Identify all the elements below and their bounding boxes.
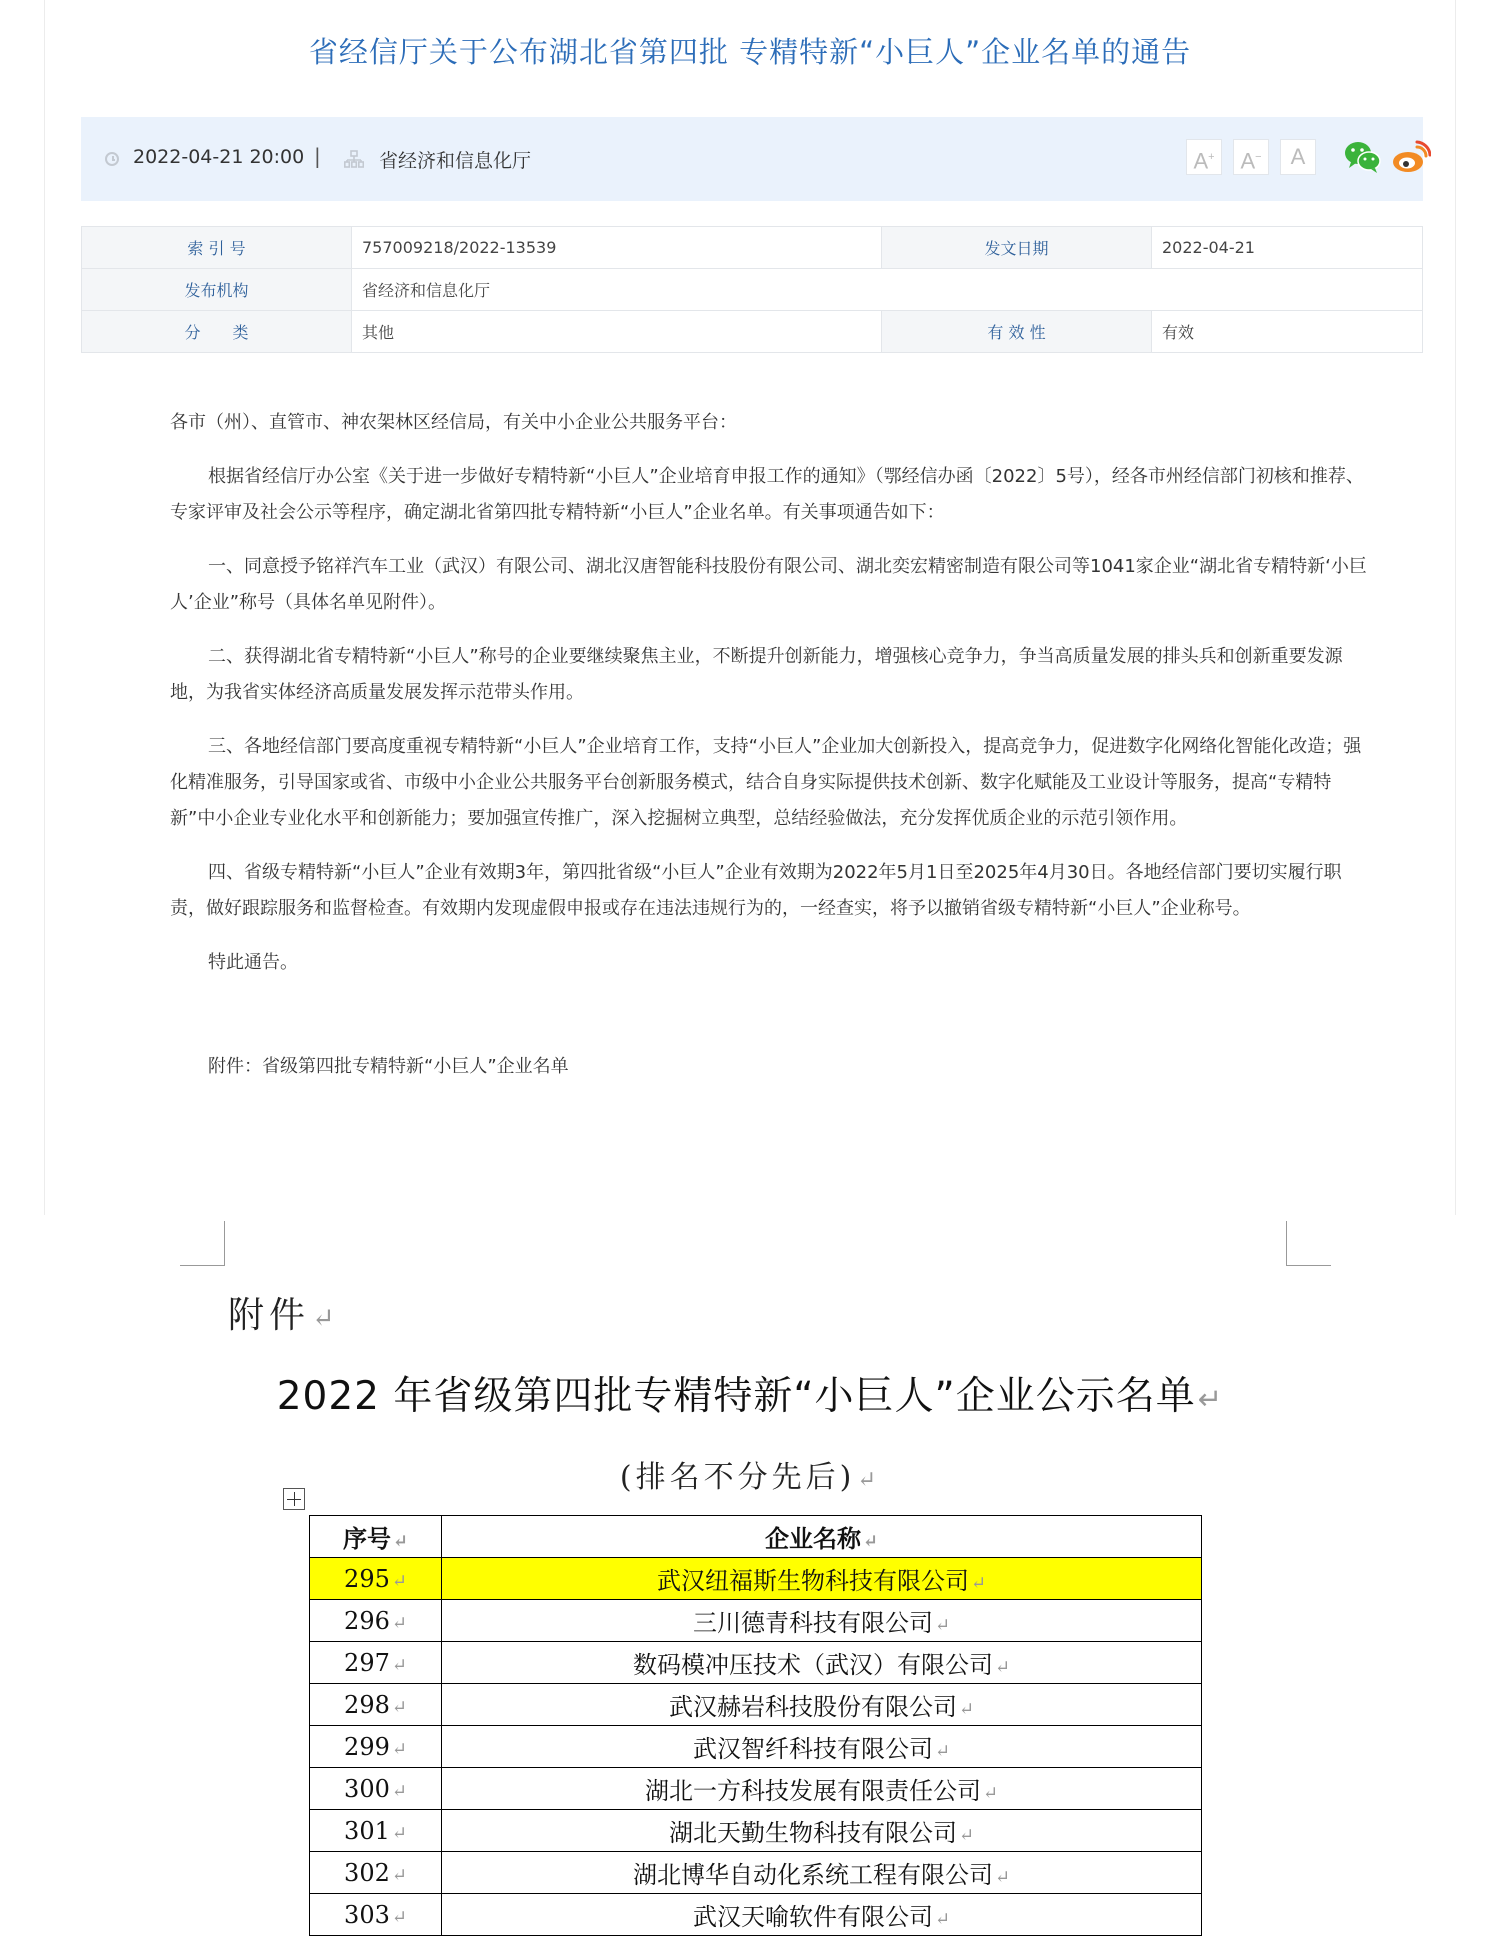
company-name: 武汉纽福斯生物科技有限公司 ↵ [442,1558,1202,1600]
index-value: 757009218/2022-13539 [352,227,882,269]
company-table [309,1515,1202,1936]
document-subtitle [0,1452,1500,1496]
return-mark: ↵ [312,1303,340,1334]
table-row [310,1684,1202,1726]
column-header-name: 企业名称 ↵ [442,1516,1202,1558]
table-header-row [310,1516,1202,1558]
margin-corner-left [180,1221,225,1266]
web-article [44,0,1456,1215]
row-number: 299 ↵ [310,1726,442,1768]
table-row [310,1768,1202,1810]
article-body [170,405,1375,1103]
validity-label: 有 效 性 [882,311,1152,353]
table-row [310,1726,1202,1768]
article-title: 省经信厅关于公布湖北省第四批 专精特新“小巨人”企业名单的通告 [308,35,1192,69]
row-number: 297 ↵ [310,1642,442,1684]
org-label: 发布机构 [82,269,352,311]
document-title [0,1365,1500,1421]
document-attachment [0,1215,1500,1931]
document-subtitle-text: (排名不分先后) [619,1460,856,1495]
table-row [310,1894,1202,1936]
table-row [310,1852,1202,1894]
meta-table [81,226,1423,353]
category-value: 其他 [352,311,882,353]
row-number: 301 ↵ [310,1810,442,1852]
index-label: 索 引 号 [82,227,352,269]
table-row [310,1558,1202,1600]
font-increase-button[interactable]: A+ [1186,139,1222,175]
wechat-icon[interactable] [1343,139,1383,175]
org-value: 省经济和信息化厅 [352,269,1423,311]
company-name: 三川德青科技有限公司 ↵ [442,1600,1202,1642]
company-name: 数码模冲压技术（武汉）有限公司 ↵ [442,1642,1202,1684]
table-row [310,1642,1202,1684]
date-label: 发文日期 [882,227,1152,269]
attachment-link[interactable]: 附件：省级第四批专精特新“小巨人”企业名单 [208,1056,569,1077]
paragraph-3: 二、获得湖北省专精特新“小巨人”称号的企业要继续聚焦主业，不断提升创新能力，增强核心竞争力，争当高质量发展的排头兵和创新重要发源地，为我省实体经济高质量发展发挥示范带头作用。 [170,646,1343,703]
info-separator: | [314,144,321,168]
org-icon [344,150,364,168]
date-value: 2022-04-21 [1152,227,1423,269]
return-mark: ↵ [857,1467,881,1493]
table-row [310,1600,1202,1642]
margin-corner-right [1286,1221,1331,1266]
attachment-heading-text: 附件 [228,1295,311,1336]
row-number: 300 ↵ [310,1768,442,1810]
font-reset-button[interactable]: A [1280,139,1316,175]
table-row [310,1810,1202,1852]
salutation: 各市（州）、直管市、神农架林区经信局，有关中小企业公共服务平台： [170,412,737,433]
row-number: 296 ↵ [310,1600,442,1642]
publisher-name: 省经济和信息化厅 [379,150,532,172]
row-number: 302 ↵ [310,1852,442,1894]
return-mark: ↵ [1197,1382,1224,1416]
weibo-icon[interactable] [1391,139,1431,175]
clock-icon [105,152,119,166]
paragraph-2: 一、同意授予铭祥汽车工业（武汉）有限公司、湖北汉唐智能科技股份有限公司、湖北奕宏精密制造有限公司等1041家企业“湖北省专精特新‘小巨人’企业”称号（具体名单见附件）。 [170,556,1367,613]
company-name: 湖北博华自动化系统工程有限公司 ↵ [442,1852,1202,1894]
company-name: 湖北天勤生物科技有限公司 ↵ [442,1810,1202,1852]
font-decrease-button[interactable]: A− [1233,139,1269,175]
publish-date: 2022-04-21 20:00 [133,146,305,168]
company-name: 武汉天喻软件有限公司 ↵ [442,1894,1202,1936]
row-number: 295 ↵ [310,1558,442,1600]
attachment-heading [228,1287,340,1338]
paragraph-1: 根据省经信厅办公室《关于进一步做好专精特新“小巨人”企业培育申报工作的通知》（鄂经信办函〔2022〕5号），经各市州经信部门初核和推荐、专家评审及社会公示等程序，确定湖北省第四批专精特新“小巨人”企业名单。有关事项通告如下： [170,466,1364,523]
company-name: 武汉赫岩科技股份有限公司 ↵ [442,1684,1202,1726]
info-bar [81,117,1423,201]
validity-value: 有效 [1152,311,1423,353]
row-number: 303 ↵ [310,1894,442,1936]
company-name: 武汉智纤科技有限公司 ↵ [442,1726,1202,1768]
category-label: 分 类 [82,311,352,353]
closing: 特此通告。 [208,952,298,973]
row-number: 298 ↵ [310,1684,442,1726]
table-move-handle[interactable] [283,1488,305,1510]
column-header-no: 序号 ↵ [310,1516,442,1558]
paragraph-4: 三、各地经信部门要高度重视专精特新“小巨人”企业培育工作，支持“小巨人”企业加大创新投入，提高竞争力，促进数字化网络化智能化改造；强化精准服务，引导国家或省、市级中小企业公共服务平台创新服务模式，结合自身实际提供技术创新、数字化赋能及工业设计等服务，提高“专精特新”中小企业专业化水平和创新能力；要加强宣传推广，深入挖掘树立典型，总结经验做法，充分发挥优质企业的示范引领作用。 [170,736,1362,829]
company-name: 湖北一方科技发展有限责任公司 ↵ [442,1768,1202,1810]
document-title-text: 2022 年省级第四批专精特新“小巨人”企业公示名单 [276,1374,1196,1419]
paragraph-5: 四、省级专精特新“小巨人”企业有效期3年，第四批省级“小巨人”企业有效期为2022年5月1日至2025年4月30日。各地经信部门要切实履行职责，做好跟踪服务和监督检查。有效期内发现虚假申报或存在违法违规行为的，一经查实，将予以撤销省级专精特新“小巨人”企业称号。 [170,862,1342,919]
